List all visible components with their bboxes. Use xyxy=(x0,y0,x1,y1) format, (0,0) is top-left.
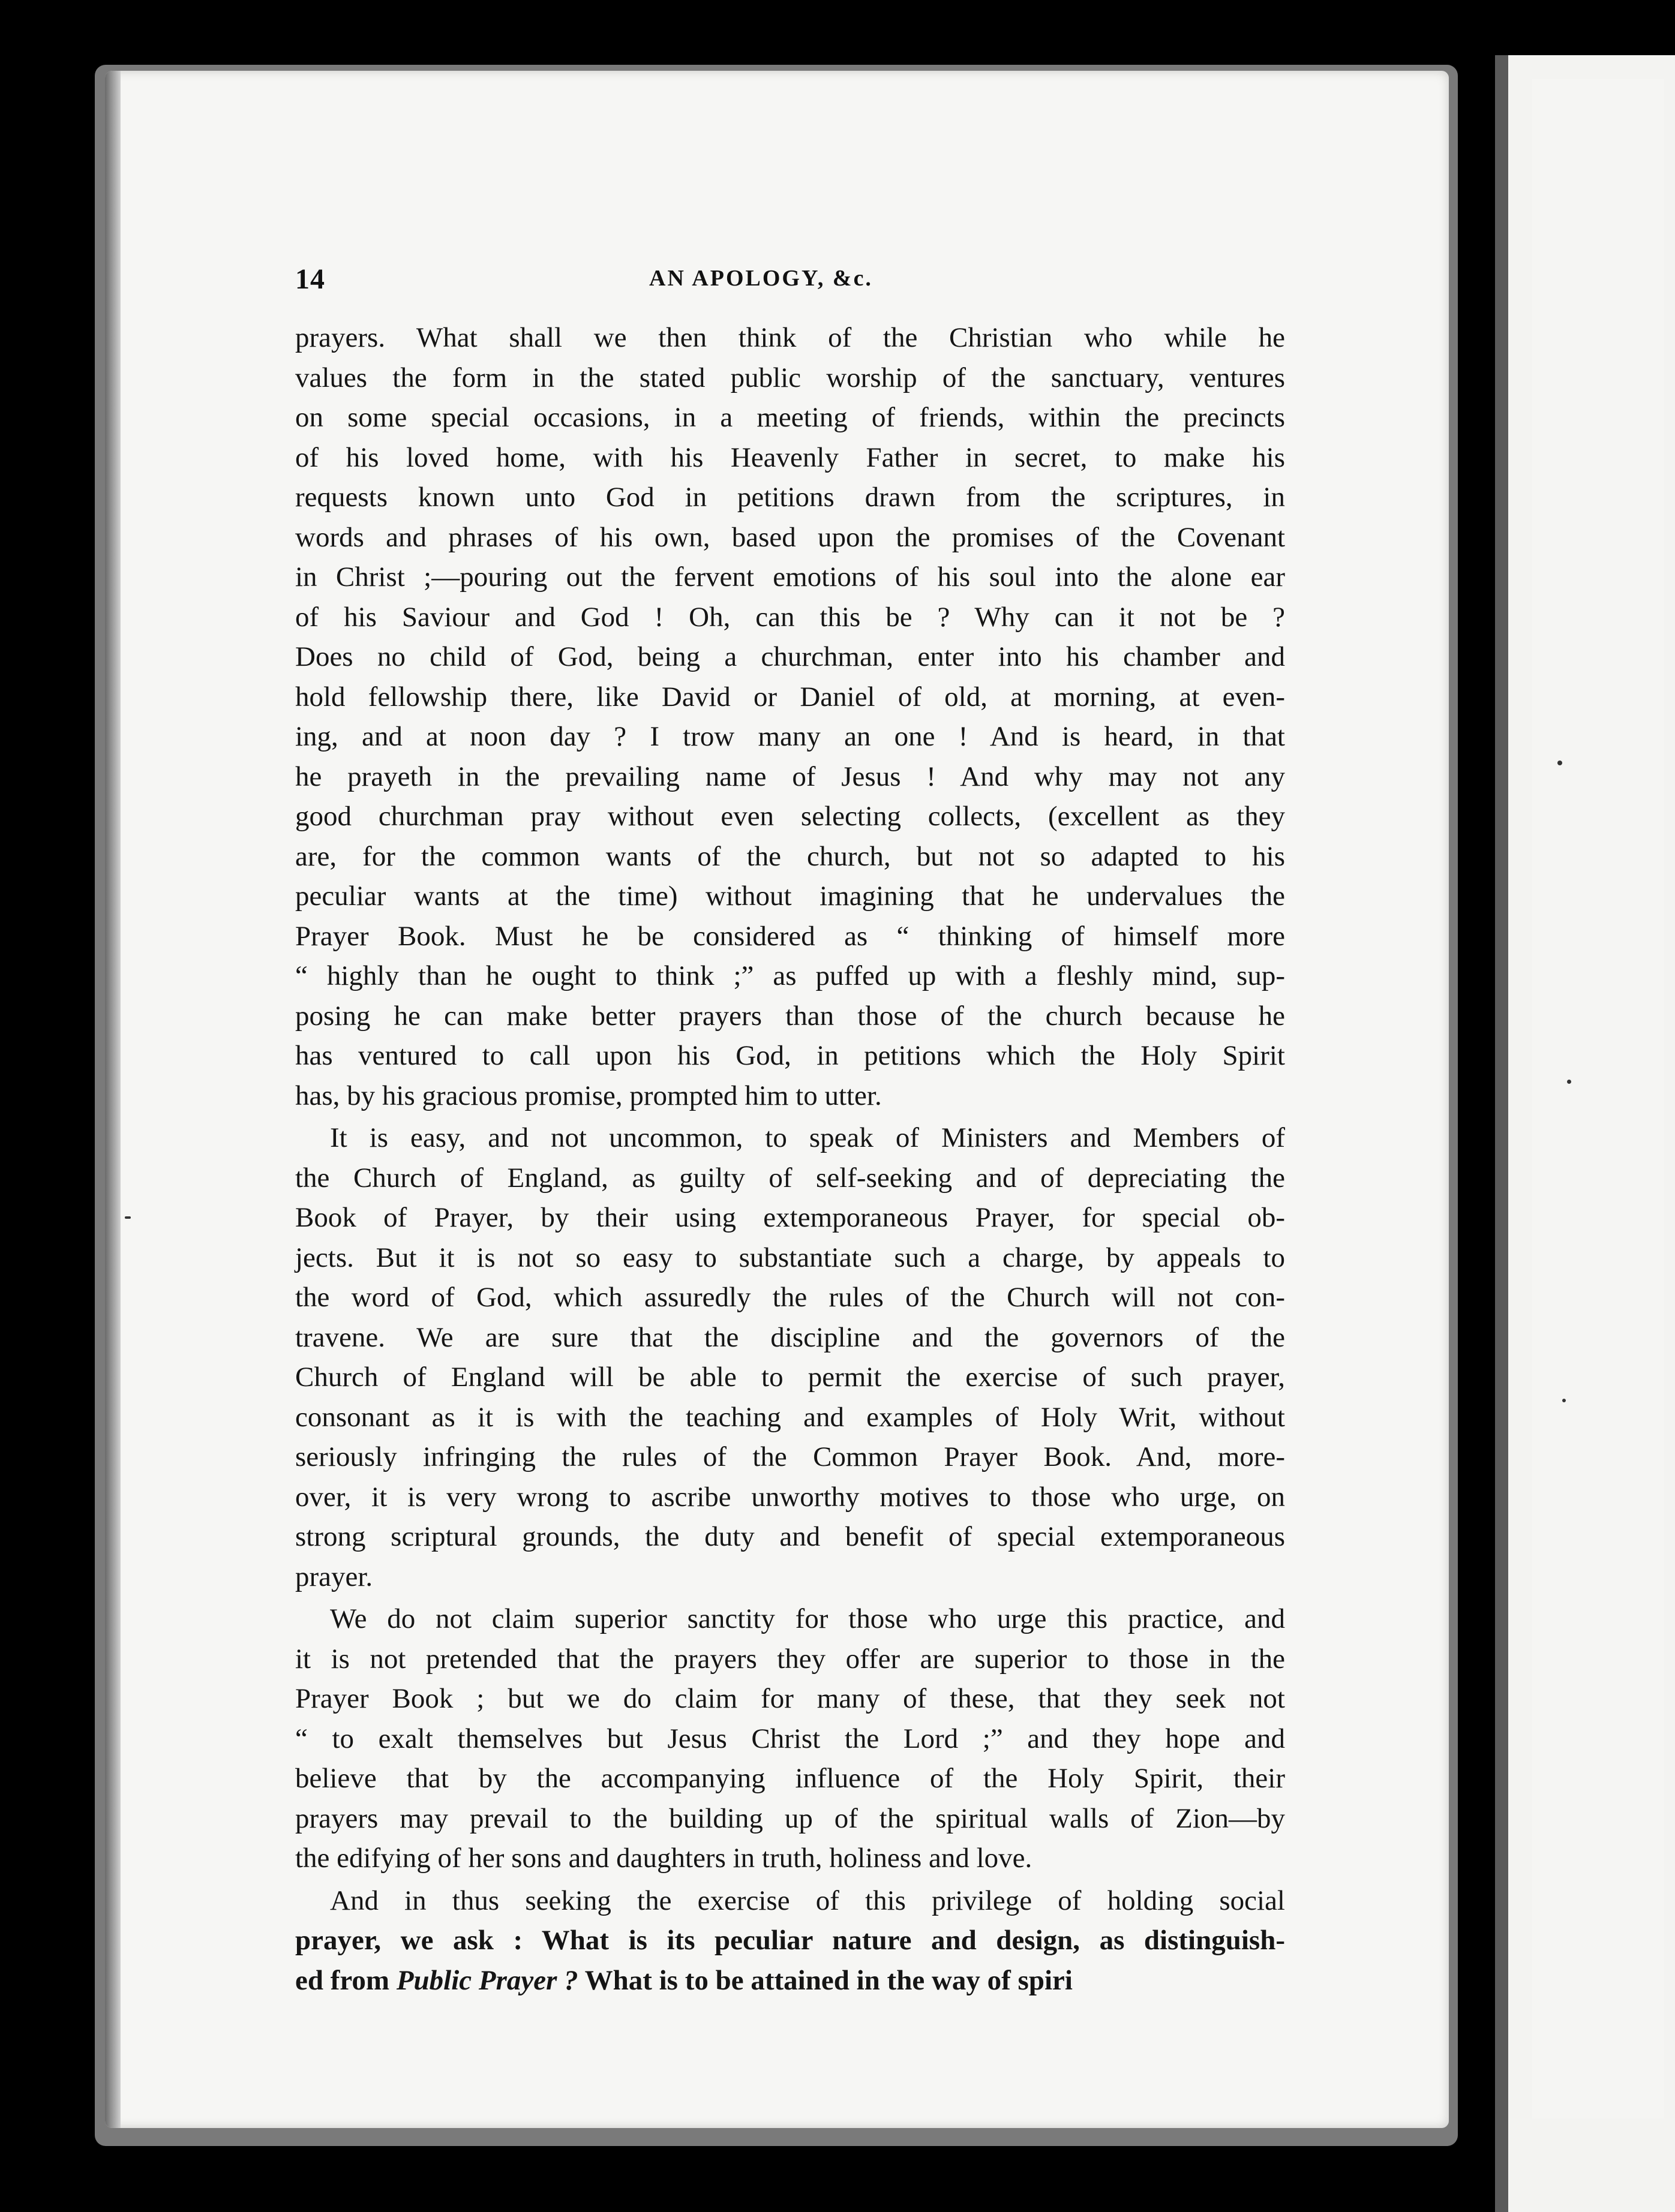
text-line: prayer. xyxy=(295,1561,373,1592)
paragraph-2 xyxy=(295,1118,1285,1597)
body-text xyxy=(295,318,1285,2000)
text-line: “ highly than he ought to think ;” as puffed up with a fleshly mind, sup- xyxy=(295,960,1285,991)
text-line: words and phrases of his own, based upon the promises of the Covenant xyxy=(295,521,1285,553)
facing-page-edge xyxy=(1495,55,1675,2212)
scan-speck xyxy=(1567,1080,1571,1084)
text-line: the edifying of her sons and daughters in truth, holiness and love. xyxy=(295,1843,1032,1874)
paragraph-3 xyxy=(295,1599,1285,1879)
paragraph-1 xyxy=(295,318,1285,1116)
scan-speck xyxy=(1562,1399,1566,1402)
text-fragment: ed from xyxy=(295,1964,397,1996)
text-line: he prayeth in the prevailing name of Jesus ! And why may not any xyxy=(295,761,1285,792)
text-line: the Church of England, as guilty of self-seeking and of depreciating the xyxy=(295,1162,1285,1194)
text-line: the word of God, which assuredly the rules of the Church will not con- xyxy=(295,1282,1285,1313)
text-line: it is not pretended that the prayers they offer are superior to those in the xyxy=(295,1643,1285,1675)
text-line: over, it is very wrong to ascribe unworthy motives to those who urge, on xyxy=(295,1481,1285,1513)
text-line: prayers. What shall we then think of the Christian who while he xyxy=(295,322,1285,353)
text-line: Church of England will be able to permit the exercise of such prayer, xyxy=(295,1362,1285,1393)
text-line: ing, and at noon day ? I trow many an one ! And is heard, in that xyxy=(295,721,1285,752)
text-line xyxy=(295,1961,1285,2001)
paragraph-4 xyxy=(295,1881,1285,2001)
text-line: has ventured to call upon his God, in petitions which the Holy Spirit xyxy=(295,1040,1285,1071)
running-title: AN APOLOGY, &c. xyxy=(649,266,873,291)
emphasized-term: Public Prayer ? xyxy=(396,1964,578,1996)
text-line: believe that by the accompanying influence of the Holy Spirit, their xyxy=(295,1763,1285,1794)
text-line: It is easy, and not uncommon, to speak of Ministers and Members of xyxy=(330,1122,1285,1153)
text-line: travene. We are sure that the discipline and the governors of the xyxy=(295,1321,1285,1353)
text-line: peculiar wants at the time) without imagining that he undervalues the xyxy=(295,880,1285,912)
text-fragment: What is to be attained in the way of spiri xyxy=(578,1964,1073,1996)
text-line: good churchman pray without even selecting collects, (excellent as they xyxy=(295,801,1285,832)
text-line: values the form in the stated public worship of the sanctuary, ventures xyxy=(295,362,1285,393)
text-line: And in thus seeking the exercise of this privilege of holding social xyxy=(330,1885,1285,1916)
page-number: 14 xyxy=(295,263,325,295)
text-line: prayer, we ask : What is its peculiar nature and design, as distinguish- xyxy=(295,1925,1285,1956)
text-line: of his Saviour and God ! Oh, can this be ? Why can it not be ? xyxy=(295,601,1285,633)
running-head xyxy=(295,263,1279,311)
text-line: Book of Prayer, by their using extemporaneous Prayer, for special ob- xyxy=(295,1202,1285,1233)
text-line: consonant as it is with the teaching and examples of Holy Writ, without xyxy=(295,1401,1285,1433)
page-binding-edge xyxy=(105,71,121,2128)
facing-page-surface xyxy=(1532,79,1664,2118)
scan-speck xyxy=(1557,761,1562,765)
text-line: strong scriptural grounds, the duty and benefit of special extemporaneous xyxy=(295,1521,1285,1552)
text-line: Prayer Book. Must he be considered as “ thinking of himself more xyxy=(295,920,1285,952)
text-line: has, by his gracious promise, prompted him to utter. xyxy=(295,1080,882,1111)
text-line: hold fellowship there, like David or Daniel of old, at morning, at even- xyxy=(295,681,1285,713)
text-line: are, for the common wants of the church, but not so adapted to his xyxy=(295,840,1285,872)
text-line: We do not claim superior sanctity for those who urge this practice, and xyxy=(330,1603,1285,1634)
text-line: “ to exalt themselves but Jesus Christ the Lord ;” and they hope and xyxy=(295,1723,1285,1754)
text-line: in Christ ;—pouring out the fervent emotions of his soul into the alone ear xyxy=(295,561,1285,593)
text-line: seriously infringing the rules of the Common Prayer Book. And, more- xyxy=(295,1441,1285,1472)
text-line: Does no child of God, being a churchman, enter into his chamber and xyxy=(295,641,1285,672)
text-line: requests known unto God in petitions drawn from the scriptures, in xyxy=(295,482,1285,513)
text-line: of his loved home, with his Heavenly Father in secret, to make his xyxy=(295,441,1285,473)
text-line: prayers may prevail to the building up of the spiritual walls of Zion—by xyxy=(295,1802,1285,1834)
text-line: posing he can make better prayers than those of the church because he xyxy=(295,1000,1285,1032)
text-line: jects. But it is not so easy to substantiate such a charge, by appeals to xyxy=(295,1242,1285,1273)
scan-speck xyxy=(125,1216,131,1219)
text-line: Prayer Book ; but we do claim for many of these, that they seek not xyxy=(295,1683,1285,1714)
text-line: on some special occasions, in a meeting of friends, within the precincts xyxy=(295,402,1285,433)
